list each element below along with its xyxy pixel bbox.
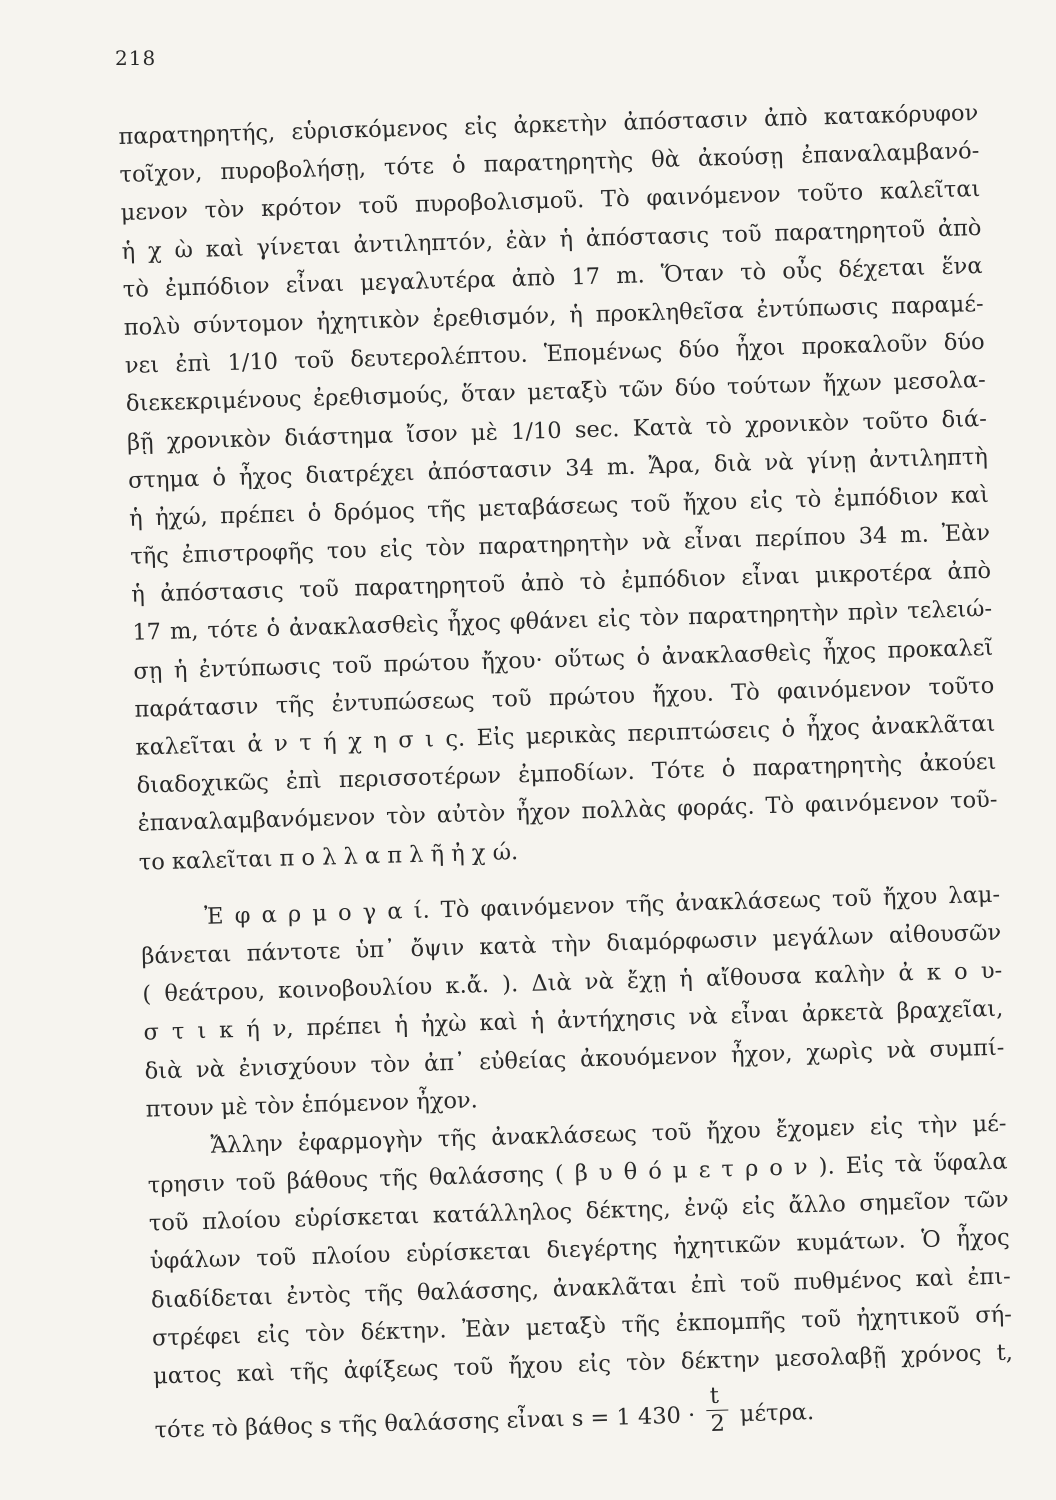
fraction-denominator: 2 [710, 1410, 726, 1437]
text-line: τοῖχον, πυροβολήσῃ, τότε ὁ παρατηρητὴς θὰ ἀκούσῃ ἐπαναλαμβανό- [119, 138, 980, 189]
text-line: ( θεάτρου, κοινοβουλίου κ.ἄ. ). Διὰ νὰ ἔχῃ ἡ αἴθουσα καλὴν ἀ κ ο υ- [142, 957, 1003, 1008]
text-line: σ τ ι κ ή ν, πρέπει ἡ ἠχὼ καὶ ἡ ἀντήχησις νὰ εἶναι ἀρκετὰ βραχεῖαι, [143, 995, 1004, 1046]
text-line: ὑφάλων τοῦ πλοίου εὑρίσκεται διεγέρτης ἠχητικῶν κυμάτων. Ὁ ἦχος [149, 1224, 1010, 1275]
text-line: μενον τὸν κρότον τοῦ πυροβολισμοῦ. Τὸ φαινόμενον τοῦτο καλεῖται [120, 176, 981, 227]
text-line: διεκεκριμένους ἐρεθισμούς, ὅταν μεταξὺ τῶν δύο τούτων ἤχων μεσολα- [125, 367, 987, 418]
formula-text-after: μέτρα. [739, 1399, 815, 1428]
text-line: διαδίδεται ἐντὸς τῆς θαλάσσης, ἀνακλᾶται ἐπὶ τοῦ πυθμένος καὶ ἐπι- [150, 1263, 1012, 1314]
text-line: στημα ὁ ἦχος διατρέχει ἀπόστασιν 34 m. Ἄρα, διὰ νὰ γίνῃ ἀντιληπτὴ [127, 443, 989, 494]
text-line: διὰ νὰ ἐνισχύουν τὸν ἀπ᾽ εὐθείας ἀκουόμενον ἦχον, χωρὶς νὰ συμπί- [144, 1034, 1005, 1085]
text-line: το καλεῖται π ο λ λ α π λ ῆ ἠ χ ώ. [138, 838, 519, 876]
text-line: τὸ ἐμπόδιον εἶναι μεγαλυτέρα ἀπὸ 17 m. Ὅταν τὸ οὖς δέχεται ἕνα [122, 252, 983, 303]
body-text [118, 94, 1015, 1454]
text-line: τοῦ πλοίου εὑρίσκεται κατάλληλος δέκτης, ἐνῷ εἰς ἄλλο σημεῖον τῶν [148, 1186, 1009, 1237]
text-line: νει ἐπὶ 1/10 τοῦ δευτερολέπτου. Ἑπομένως δύο ἦχοι προκαλοῦν δύο [124, 329, 985, 380]
text-line: πολὺ σύντομον ἠχητικὸν ἐρεθισμόν, ἡ προκληθεῖσα ἐντύπωσις παραμέ- [123, 290, 984, 341]
text-line: καλεῖται ἀ ν τ ή χ η σ ι ς. Εἰς μερικὰς περιπτώσεις ὁ ἦχος ἀνακλᾶται [135, 710, 996, 761]
text-line: παρατηρητής, εὑρισκόμενος εἰς ἀρκετὴν ἀπόστασιν ἀπὸ κατακόρυφον [118, 99, 979, 150]
formula-text-before: τότε τὸ βάθος s τῆς θαλάσσης εἶναι s = 1 430 · [154, 1402, 696, 1444]
text-line: πτουν μὲ τὸν ἑπόμενον ἦχον. [145, 1087, 479, 1123]
text-line: βῇ χρονικὸν διάστημα ἴσον μὲ 1/10 sec. Κατὰ τὸ χρονικὸν τοῦτο διά- [126, 405, 988, 456]
text-line: ἐπαναλαμβανόμενον τὸν αὐτὸν ἦχον πολλὰς φοράς. Τὸ φαινόμενον τοῦ- [137, 787, 998, 838]
fraction-numerator: t [709, 1382, 720, 1410]
text-line: Ἐ φ α ρ μ ο γ α ί. Τὸ φαινόμενον τῆς ἀνακλάσεως τοῦ ἤχου λαμ- [203, 881, 1001, 930]
text-line: Ἄλλην ἐφαρμογὴν τῆς ἀνακλάσεως τοῦ ἤχου ἔχομεν εἰς τὴν μέ- [210, 1110, 1007, 1159]
text-line: ἡ ἀπόστασις τοῦ παρατηρητοῦ ἀπὸ τὸ ἐμπόδιον εἶναι μικροτέρα ἀπὸ [130, 558, 992, 609]
text-line: ματος καὶ τῆς ἀφίξεως τοῦ ἤχου εἰς τὸν δέκτην μεσολαβῇ χρόνος t, [152, 1339, 1014, 1390]
text-line: παράτασιν τῆς ἐντυπώσεως τοῦ πρώτου ἤχου. Τὸ φαινόμενον τοῦτο [134, 672, 995, 723]
text-line: ἡ χ ὼ καὶ γίνεται ἀντιληπτόν, ἐὰν ἡ ἀπόστασις τοῦ παρατηρητοῦ ἀπὸ [121, 214, 982, 265]
text-line: στρέφει εἰς τὸν δέκτην. Ἐὰν μεταξὺ τῆς ἐκπομπῆς τοῦ ἠχητικοῦ σή- [151, 1301, 1013, 1352]
text-line: τρησιν τοῦ βάθους τῆς θαλάσσης ( β υ θ ό μ ε τ ρ ο ν ). Εἰς τὰ ὕφαλα [147, 1148, 1008, 1199]
text-line: σῃ ἡ ἐντύπωσις τοῦ πρώτου ἤχου· οὕτως ὁ ἀνακλασθεὶς ἦχος προκαλεῖ [133, 634, 994, 685]
text-line: τῆς ἐπιστροφῆς του εἰς τὸν παρατηρητὴν νὰ εἶναι περίπου 34 m. Ἐὰν [129, 519, 991, 570]
text-line: ἡ ἠχώ, πρέπει ὁ δρόμος τῆς μεταβάσεως τοῦ ἤχου εἰς τὸ ἐμπόδιον καὶ [128, 481, 990, 532]
fraction [705, 1382, 729, 1437]
text-line: 17 m, τότε ὁ ἀνακλασθεὶς ἦχος φθάνει εἰς τὸν παρατηρητὴν πρὶν τελειώ- [132, 596, 993, 647]
page-number: 218 [115, 46, 157, 70]
text-line: διαδοχικῶς ἐπὶ περισσοτέρων ἐμποδίων. Τότε ὁ παρατηρητὴς ἀκούει [136, 748, 997, 799]
text-line: βάνεται πάντοτε ὑπ᾽ ὄψιν κατὰ τὴν διαμόρφωσιν μεγάλων αἰθουσῶν [141, 919, 1002, 970]
